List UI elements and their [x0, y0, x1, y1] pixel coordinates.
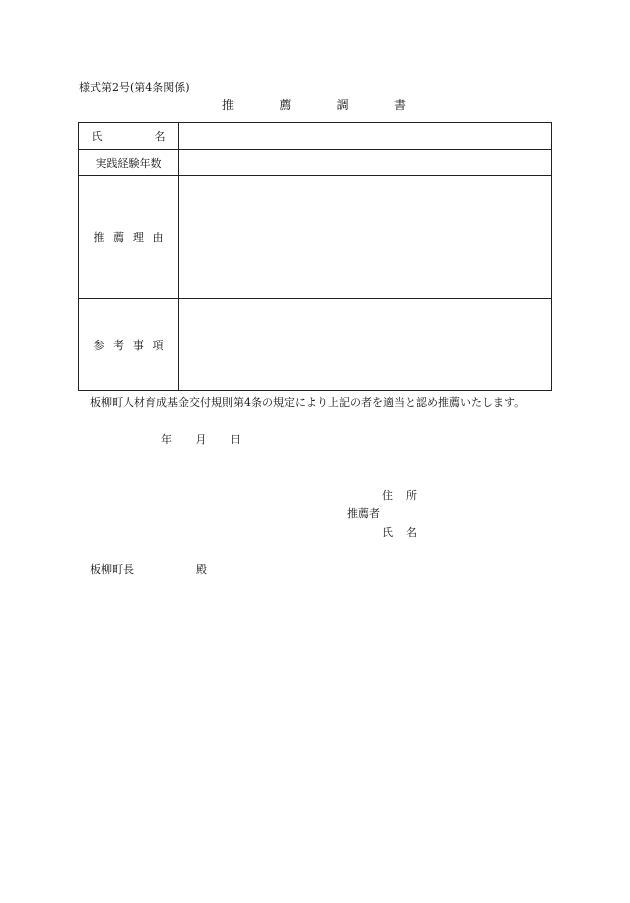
notes-label-char: 事 — [132, 338, 144, 352]
recommendation-statement: 板柳町人材育成基金交付規則第4条の規定により上記の者を適当と認め推薦いたします。 — [90, 396, 526, 409]
years-label: 実践経験年数 — [95, 156, 162, 170]
date-year-label: 年 — [161, 433, 172, 446]
address-label-char: 住 — [382, 489, 393, 502]
name-label-char: 名 — [154, 130, 166, 143]
recommender-address-label — [382, 490, 417, 501]
table-row-name — [79, 123, 552, 150]
table-row-reason — [79, 176, 552, 299]
table-row-notes — [79, 299, 552, 391]
rec-name-label-char: 氏 — [382, 526, 393, 539]
name-value-cell[interactable] — [179, 123, 552, 150]
document-title — [222, 99, 406, 111]
notes-value-cell[interactable] — [179, 299, 552, 391]
reason-label-char: 由 — [152, 231, 164, 244]
reason-label — [94, 229, 164, 245]
title-char: 調 — [336, 98, 349, 112]
reason-label-char: 薦 — [113, 231, 125, 244]
recommender-name-label — [382, 527, 417, 538]
addressee-honorific: 殿 — [196, 563, 207, 576]
table-row-years — [79, 150, 552, 176]
notes-label-char: 項 — [152, 338, 164, 352]
title-char: 推 — [222, 98, 235, 112]
name-label-char: 氏 — [91, 130, 103, 143]
date-month-label: 月 — [195, 433, 207, 446]
address-label-char: 所 — [406, 489, 417, 502]
form-number: 様式第2号(第4条関係) — [79, 81, 190, 94]
reason-label-char: 推 — [93, 231, 105, 244]
title-char: 書 — [393, 98, 406, 112]
recommender-role-label: 推薦者 — [347, 507, 380, 520]
notes-label-cell — [79, 299, 179, 391]
years-label-cell — [79, 150, 179, 176]
title-char: 薦 — [279, 98, 292, 112]
date-line — [161, 434, 241, 445]
notes-label — [94, 337, 164, 353]
name-label-cell — [79, 123, 179, 150]
rec-name-label-char: 名 — [406, 526, 417, 539]
name-label — [92, 128, 166, 144]
addressee: 板柳町長 — [90, 563, 134, 576]
years-value-cell[interactable] — [179, 150, 552, 176]
reason-value-cell[interactable] — [179, 176, 552, 299]
recommendation-table — [78, 122, 552, 391]
date-day-label: 日 — [230, 433, 241, 446]
reason-label-cell — [79, 176, 179, 299]
notes-label-char: 参 — [93, 338, 105, 352]
notes-label-char: 考 — [113, 338, 125, 352]
reason-label-char: 理 — [132, 231, 144, 244]
